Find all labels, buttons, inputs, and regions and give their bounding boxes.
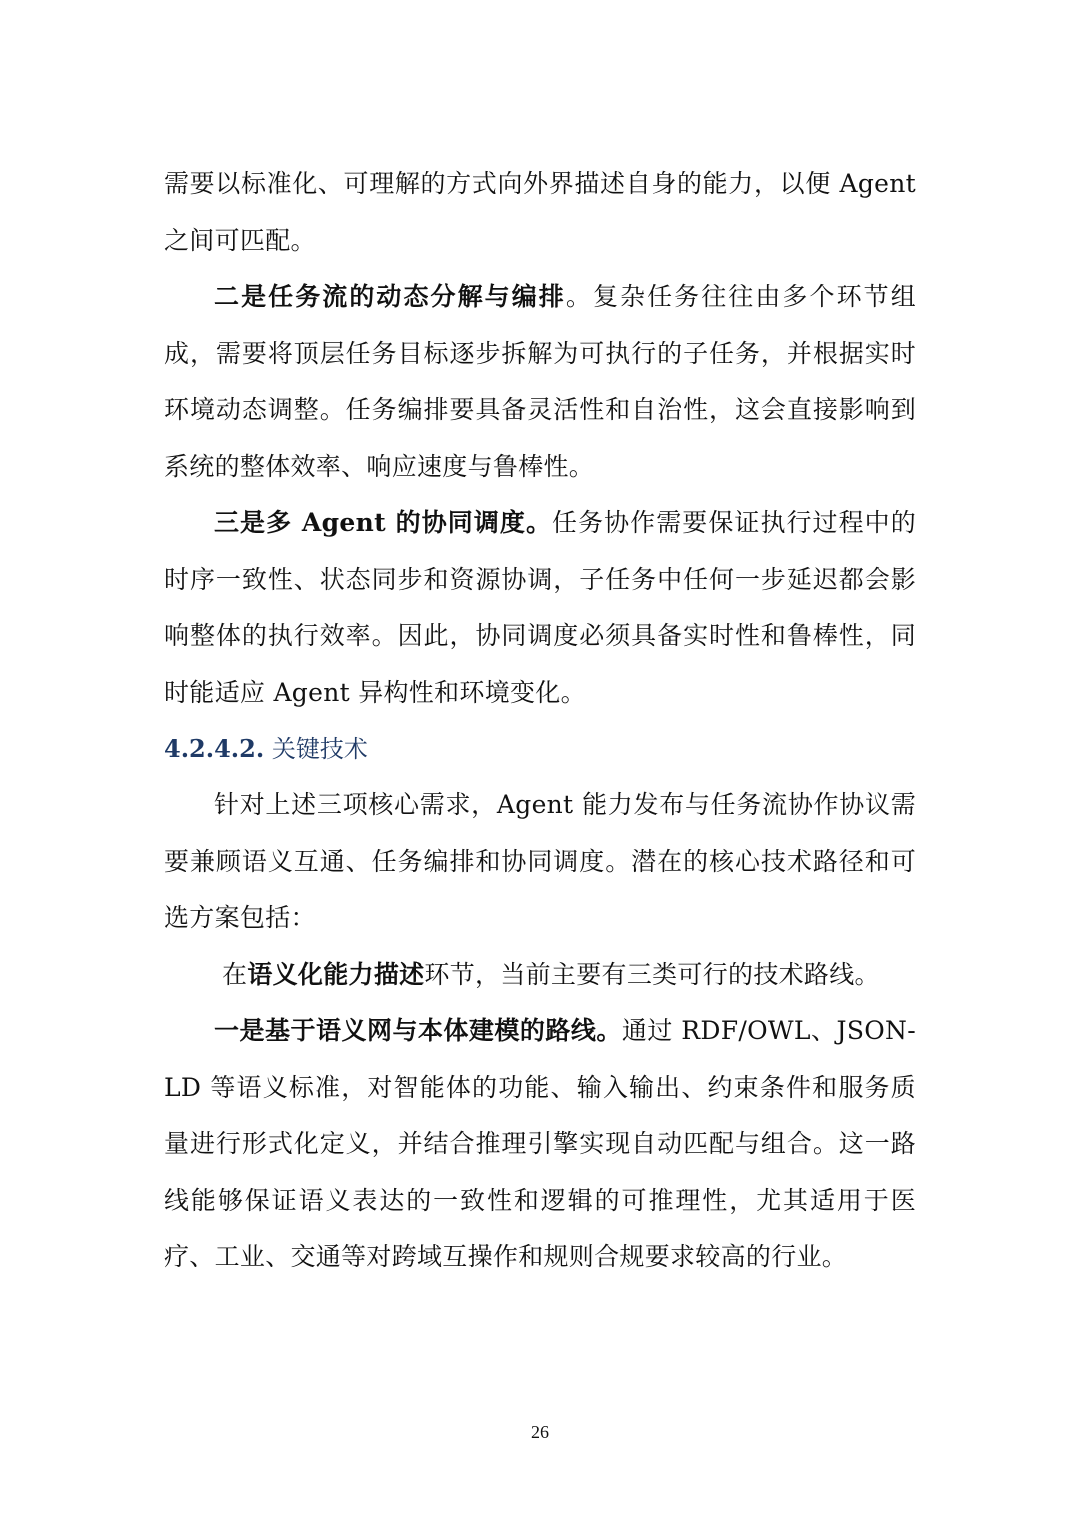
page-number: 26 [531,1422,549,1442]
paragraph-text: 。复杂任务往往由多个环节组成，需要将顶层任务目标逐步拆解为可执行的子任务，并根据实时环境动态调整。任务编排要具备灵活性和自治性，这会直接影响到系统的整体效率、响应速度与鲁棒性。 [164,282,917,481]
paragraph-text: 环节，当前主要有三类可行的技术路线。 [424,959,880,989]
paragraph-text: 需要以标准化、可理解的方式向外界描述自身的能力，以便 Agent 之间可匹配。 [164,169,916,255]
paragraph-text: 在 [222,959,248,989]
paragraph-emphasis-bold: 语义化能力描述 [247,959,425,989]
paragraph-lead-bold: 二是任务流的动态分解与编排 [214,282,566,311]
paragraph-text: 通过 RDF/OWL、JSON-LD 等语义标准，对智能体的功能、输入输出、约束条件和服务质量进行形式化定义，并结合推理引擎实现自动匹配与组合。这一路线能够保证语义表达的一致性和逻辑的可推理性，尤其适用于医疗、工业、交通等对跨域互操作和规则合规要求较高的行业。 [164,1016,916,1271]
section-heading [164,721,916,777]
paragraph-ontology-route [164,1003,916,1286]
paragraph-lead-bold: 一是基于语义网与本体建模的路线。 [214,1016,622,1045]
section-number: 4.2.4.2. [164,734,265,763]
paragraph-semantic-routes [164,947,916,1004]
paragraph-capability-description [164,156,916,269]
section-title: 关键技术 [271,735,368,763]
paragraph-key-tech-intro [164,777,916,947]
paragraph-text: 任务协作需要保证执行过程中的时序一致性、状态同步和资源协调，子任务中任何一步延迟都会影响整体的执行效率。因此，协同调度必须具备实时性和鲁棒性，同时能适应 Agent 异构性和环境变化。 [164,508,917,707]
paragraph-text: 针对上述三项核心需求，Agent 能力发布与任务流协作协议需要兼顾语义互通、任务编排和协同调度。潜在的核心技术路径和可选方案包括： [164,790,916,932]
paragraph-task-decomposition [164,269,916,495]
document-body [164,156,916,1286]
paragraph-collaborative-scheduling [164,495,916,721]
paragraph-lead-bold: 三是多 Agent 的协同调度。 [214,508,553,537]
